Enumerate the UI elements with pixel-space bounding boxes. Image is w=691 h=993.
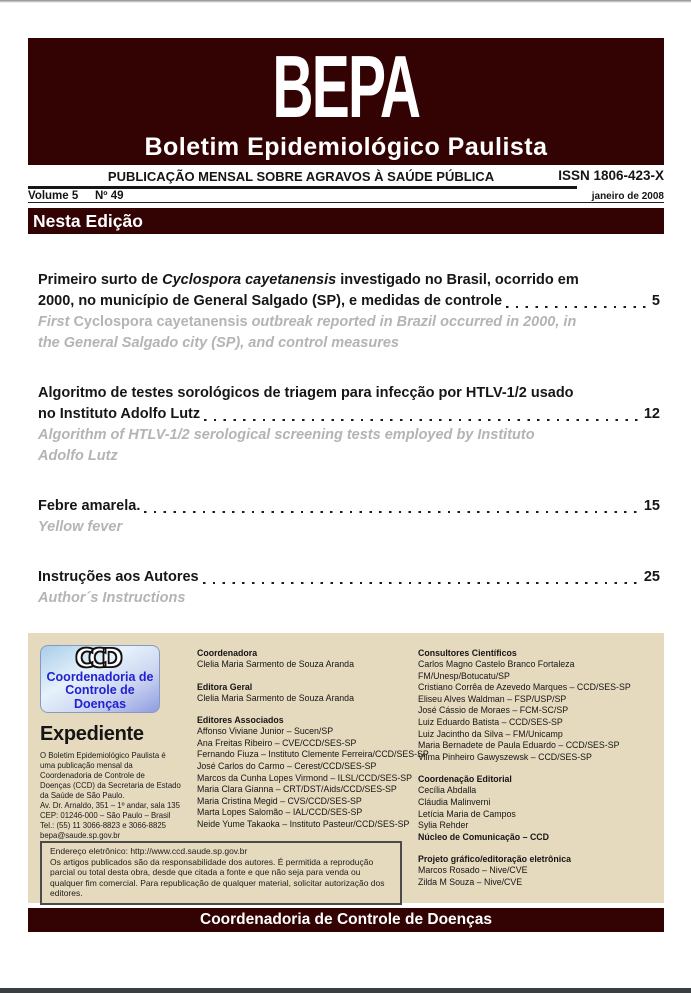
toc-page-number: 5	[651, 293, 660, 309]
tagline-row	[28, 165, 664, 186]
publisher-about-line: Coordenadoria de Controle de	[40, 771, 145, 780]
text-segment: Author´s Instructions	[38, 590, 186, 606]
expediente-person-line: Vilma Pinheiro Gawyszewsk – CCD/SES-SP	[418, 751, 592, 762]
toc-page-number: 25	[643, 569, 660, 585]
text-segment: outbreak reported in Brazil occurred in 2000, in	[247, 314, 577, 330]
text-segment: Cyclospora cayetanensis	[162, 272, 337, 288]
expediente-person-line: Sylia Rehder	[418, 820, 469, 831]
text-segment: investigado no Brasil, ocorrido em	[336, 272, 579, 288]
expediente-section-heading: Projeto gráfico/editoração eletrônica	[418, 854, 572, 865]
toc-subtitle-line	[38, 333, 660, 354]
toc-subtitle-line	[38, 588, 660, 609]
expediente-left-column	[40, 643, 197, 841]
toc-entry[interactable]	[38, 383, 660, 467]
publication-tagline: PUBLICAÇÃO MENSAL SOBRE AGRAVOS À SAÚDE PÚBLICA	[107, 169, 495, 184]
text-segment: Primeiro surto de	[38, 272, 163, 288]
ccd-logo	[40, 645, 160, 713]
masthead-banner	[28, 38, 664, 165]
toc-title-text	[38, 404, 200, 425]
expediente-section-heading: Consultores Científicos	[418, 648, 517, 658]
expediente-person-line: José Cássio de Moraes – FCM-SC/SP	[418, 705, 569, 716]
expediente-person-line: Maria Cristina Megid – CVS/CCD/SES-SP	[197, 795, 362, 806]
toc-page-number: 12	[643, 406, 660, 422]
expediente-middle-column	[197, 643, 429, 841]
section-title: Nesta Edição	[33, 211, 143, 231]
expediente-person-line: Cristiano Corrêa de Azevedo Marques – CCD/SES-SP	[418, 682, 631, 693]
expediente-person-line: Eliseu Alves Waldman – FSP/USP/SP	[418, 693, 567, 704]
expediente-section-heading: Coordenação Editorial	[418, 774, 512, 785]
text-segment: no Instituto Adolfo Lutz	[38, 406, 201, 422]
volume-label: Volume 5	[28, 190, 79, 202]
publisher-about	[40, 751, 197, 841]
expediente-right-column	[418, 643, 652, 905]
expediente-panel	[28, 633, 664, 903]
volume-row	[28, 189, 664, 203]
expediente-person-line: Maria Clara Gianna – CRT/DST/Aids/CCD/SES-SP	[197, 784, 397, 795]
publisher-about-line: Tel.: (55) 11 3066-8823 e 3066-8825	[40, 821, 166, 830]
expediente-person-line: Cláudia Malinverni	[418, 796, 491, 807]
publisher-about-line: Doenças (CCD) da Secretaria de Estado	[40, 781, 181, 790]
text-segment: Algoritmo de testes sorológicos de triagem para infecção por HTLV-1/2 usado	[38, 385, 574, 401]
text-segment: Yellow fever	[38, 519, 123, 535]
expediente-person-line: Ana Freitas Ribeiro – CVE/CCD/SES-SP	[197, 737, 357, 748]
toc-title-text	[38, 291, 502, 312]
publisher-email-link[interactable]: bepa@saude.sp.gov.br	[40, 831, 121, 840]
expediente-section-heading: Editores Associados	[197, 715, 284, 726]
issn-label: ISSN 1806-423-X	[558, 168, 664, 183]
ccd-logo-icon: CCD	[75, 643, 117, 674]
toc-subtitle-line	[38, 517, 660, 538]
toc-subtitle-line	[38, 425, 660, 446]
footer-title: Coordenadoria de Controle de Doenças	[200, 911, 492, 928]
expediente-person-line: Clelia Maria Sarmento de Souza Aranda	[197, 659, 354, 669]
expediente-section-heading: Editora Geral	[197, 681, 253, 692]
expediente-person-line: Fernando Fiuza – Instituto Clemente Ferreira/CCD/SES-SP	[197, 749, 429, 760]
expediente-person-line: Clelia Maria Sarmento de Souza Aranda	[197, 692, 354, 703]
expediente-section	[418, 647, 652, 763]
expediente-person-line: Letícia Maria de Campos	[418, 808, 516, 819]
expediente-person-line: Carlos Magno Castelo Branco Fortaleza	[418, 659, 575, 669]
issue-date: janeiro de 2008	[591, 191, 664, 202]
expediente-person-line: Núcleo de Comunicação – CCD	[418, 831, 550, 842]
notice-box	[40, 841, 402, 905]
text-segment: First	[38, 314, 74, 330]
expediente-person-line: Neide Yume Takaoka – Instituto Pasteur/CCD/SES-SP	[197, 818, 410, 829]
toc-title-line	[38, 404, 660, 425]
toc-title-text	[38, 567, 199, 588]
footer-bar	[28, 908, 664, 932]
toc-entry[interactable]	[38, 496, 660, 538]
page-bottom-edge	[0, 988, 691, 993]
expediente-person-line: José Carlos do Carmo – Cerest/CCD/SES-SP	[197, 760, 377, 771]
bulletin-page	[28, 0, 664, 932]
expediente-section	[197, 681, 418, 705]
toc-leader-dots	[506, 306, 646, 308]
notice-body: Os artigos publicados são da responsabilidade dos autores. É permitida a reprodução parcial ou total desta obra, desde que citada a fonte e que não seja para venda ou qualquer fim comercial. Para republicação de qualquer material, solicitar autorização dos editores.	[50, 856, 385, 898]
issue-number: Nº 49	[95, 190, 124, 202]
expediente-person-line: Marcos Rosado – Nive/CVE	[418, 865, 528, 876]
nesta-edicao-bar	[28, 208, 664, 234]
toc-leader-dots	[203, 582, 638, 584]
toc-page-number: 15	[643, 498, 660, 514]
toc-title-text	[38, 496, 140, 517]
toc-leader-dots	[144, 511, 637, 513]
toc-entry[interactable]	[38, 270, 660, 354]
expediente-title: Expediente	[40, 723, 144, 745]
toc-title-line	[38, 383, 660, 404]
text-segment: Adolfo Lutz	[38, 448, 118, 464]
toc-title-line	[38, 567, 660, 588]
toc-subtitle-line	[38, 446, 660, 467]
expediente-person-line: Affonso Viviane Junior – Sucen/SP	[197, 726, 334, 737]
expediente-person-line: Marta Lopes Salomão – IAL/CCD/SES-SP	[197, 807, 363, 818]
bepa-logo: BEPA	[272, 39, 420, 138]
expediente-person-line: Zilda M Souza – Nive/CVE	[418, 876, 523, 887]
toc-entry[interactable]	[38, 567, 660, 609]
toc-leader-dots	[204, 419, 638, 421]
ccd-logo-name: Coordenadoria de Controle de Doenças	[46, 669, 154, 711]
text-segment: Cyclospora cayetanensis	[73, 314, 248, 330]
notice-website-link[interactable]: Endereço eletrônico: http://www.ccd.saude.sp.gov.br	[50, 846, 248, 856]
publisher-about-line: O Boletim Epidemiológico Paulista é	[40, 751, 166, 760]
publisher-about-line: da Saúde de São Paulo.	[40, 791, 125, 800]
toc-title-line	[38, 291, 660, 312]
expediente-person-line: Marcos da Cunha Lopes Virmond – ILSL/CCD/SES-SP	[197, 772, 412, 783]
journal-title: Boletim Epidemiológico Paulista	[144, 133, 548, 161]
toc-list	[28, 270, 664, 609]
text-segment: Algorithm of HTLV-1/2 serological screening tests employed by Instituto	[38, 427, 535, 443]
text-segment: Febre amarela.	[38, 498, 141, 514]
text-segment: Instruções aos Autores	[38, 569, 199, 585]
expediente-person-line: Luiz Jacintho da Silva – FM/Unicamp	[418, 728, 563, 739]
publisher-about-line: Av. Dr. Arnaldo, 351 – 1º andar, sala 135	[40, 801, 180, 810]
expediente-section-heading: Coordenadora	[197, 648, 258, 658]
expediente-section	[197, 714, 429, 830]
expediente-section	[418, 773, 652, 843]
toc-subtitle-line	[38, 312, 660, 333]
expediente-person-line: Maria Bernadete de Paula Eduardo – CCD/SES-SP	[418, 740, 620, 751]
toc-title-line	[38, 496, 660, 517]
expediente-section	[197, 647, 418, 671]
text-segment: 2000, no município de General Salgado (SP), e medidas de controle	[38, 293, 503, 309]
expediente-person-line: FM/Unesp/Botucatu/SP	[418, 670, 510, 681]
expediente-person-line: Cecília Abdalla	[418, 785, 477, 796]
toc-title-line	[38, 270, 660, 291]
expediente-section	[418, 853, 652, 888]
publisher-about-line: CEP: 01246-000 – São Paulo – Brasil	[40, 811, 171, 820]
text-segment: the General Salgado city (SP), and control measures	[38, 335, 399, 351]
publisher-about-line: uma publicação mensal da	[40, 761, 133, 770]
expediente-person-line: Luiz Eduardo Batista – CCD/SES-SP	[418, 716, 563, 727]
